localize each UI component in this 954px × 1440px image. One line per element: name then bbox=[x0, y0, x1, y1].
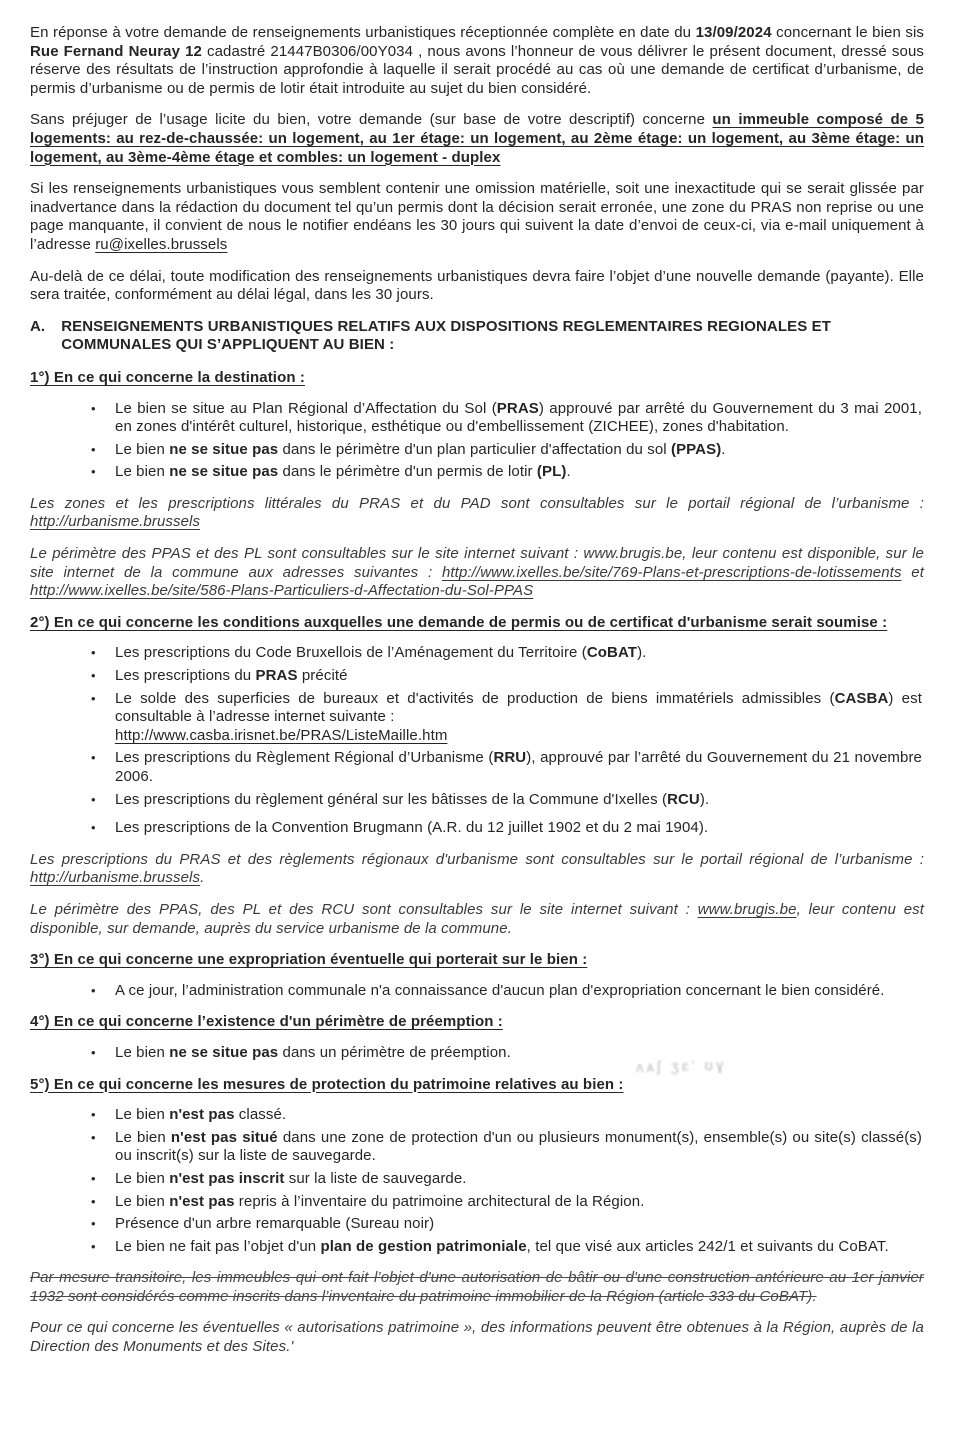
heading-4-preemption bbox=[30, 1013, 924, 1032]
text-run: Le périmètre des PPAS, des PL et des RCU sont consultables sur le site internet suivant : bbox=[30, 900, 698, 918]
text-run: . bbox=[721, 440, 726, 458]
text-run: Les prescriptions de la Convention Brugmann (A.R. du 12 juillet 1902 et du 2 mai 1904). bbox=[115, 819, 709, 837]
text-run: et bbox=[901, 563, 924, 581]
text-run: n'est pas inscrit bbox=[169, 1169, 285, 1187]
text-run: ). bbox=[699, 790, 710, 808]
text-run: CASBA bbox=[834, 689, 889, 707]
text-run: 2°) En ce qui concerne les conditions auxquelles une demande de permis ou de certificat d'urbanisme serait soumise : bbox=[30, 613, 888, 631]
list-expropriation bbox=[30, 982, 924, 1001]
text-run: Présence d'un arbre remarquable (Sureau noir) bbox=[115, 1215, 435, 1233]
text-run: n'est pas bbox=[169, 1192, 235, 1210]
paragraph-delai bbox=[30, 268, 924, 305]
heading-1-destination bbox=[30, 369, 924, 388]
section-a-marker: A. bbox=[30, 317, 46, 335]
text-run: ne se situe pas bbox=[169, 463, 279, 481]
text-run: 3°) En ce qui concerne une expropriation éventuelle qui porterait sur le bien : bbox=[30, 951, 588, 969]
list-item bbox=[86, 690, 922, 746]
text-run: Si les renseignements urbanistiques vous semblent contenir une omission matérielle, soit une inexactitude qui se serait glissée par inadvertance dans la rédaction du document tel qu’un permis dont la décision serait erronée, une zone du PRAS non reprise ou une page manquante, il convient de nous le notifier endéans les 30 jours qui suivent la date d’envoi de ceux-ci, via e-mail uniquement à l’adresse bbox=[30, 180, 924, 253]
paragraph-demande-immeuble bbox=[30, 111, 924, 167]
text-run: 5°) En ce qui concerne les mesures de protection du patrimoine relatives au bien : bbox=[30, 1075, 624, 1093]
text-run: 4°) En ce qui concerne l’existence d'un périmètre de préemption : bbox=[30, 1013, 503, 1031]
text-run: Rue Fernand Neuray 12 bbox=[30, 42, 202, 60]
link-text: http://urbanisme.brussels bbox=[30, 869, 201, 887]
text-run: PRAS bbox=[255, 667, 298, 685]
text-run: précité bbox=[297, 667, 348, 685]
list-item bbox=[86, 819, 922, 838]
note-prescriptions-pras bbox=[30, 851, 924, 888]
link-text: http://www.casba.irisnet.be/PRAS/ListeMaille.htm bbox=[115, 726, 448, 744]
text-run: un immeuble composé de 5 logements: au rez-de-chaussée: un logement, au 1er étage: un logement, au 2ème étage: un logement, au 3ème étage: un logement, au 3ème-4ème étage et combles: un logement - duplex bbox=[30, 111, 924, 166]
list-item bbox=[86, 1193, 922, 1212]
paragraph-autorisations-patrimoine bbox=[30, 1319, 924, 1356]
link-text: ru@ixelles.brussels bbox=[95, 235, 228, 253]
note-perimetre-ppas-rcu bbox=[30, 901, 924, 938]
text-run: Le bien bbox=[115, 1043, 170, 1061]
text-run: ). bbox=[637, 644, 647, 662]
faint-stamp-marks: ʌᴀʃ ʒɛ' ʊɣ bbox=[635, 1056, 727, 1077]
list-item bbox=[86, 982, 922, 1001]
text-run: RRU bbox=[493, 749, 527, 767]
list-item bbox=[86, 441, 922, 460]
text-run: Les prescriptions du Règlement Régional d’Urbanisme ( bbox=[115, 749, 494, 767]
text-run: Le bien bbox=[115, 1192, 170, 1210]
link-text: http://www.ixelles.be/site/769-Plans-et-prescriptions-de-lotissements bbox=[441, 563, 902, 581]
text-run: Pour ce qui concerne les éventuelles « autorisations patrimoine », des informations peuvent être obtenues à la Région, auprès de la Direction des Monuments et des Sites.' bbox=[30, 1319, 924, 1356]
list-item bbox=[86, 1129, 922, 1166]
text-run: 13/09/2024 bbox=[695, 24, 772, 41]
text-run: Le bien se situe au Plan Régional d’Affectation du Sol ( bbox=[115, 399, 497, 417]
text-run: dans le périmètre d'un permis de lotir bbox=[278, 463, 537, 481]
text-run: . bbox=[566, 463, 571, 481]
text-run: dans une zone de protection d'un ou plusieurs monument(s), ensemble(s) ou site(s) classé(s) ou inscrit(s) sur la liste de sauvegarde. bbox=[115, 1128, 922, 1165]
text-run: PRAS bbox=[496, 399, 539, 417]
text-run: A ce jour, l’administration communale n'a connaissance d'aucun plan d'expropriation concernant le bien considéré. bbox=[115, 981, 885, 999]
text-run: Le bien bbox=[115, 440, 170, 458]
text-run: ), approuvé par l’arrêté du Gouvernement du 21 novembre 2006. bbox=[115, 749, 923, 785]
link-text: http://www.ixelles.be/site/586-Plans-Particuliers-d-Affectation-du-Sol-PPAS bbox=[30, 582, 534, 600]
note-ppas-pl bbox=[30, 545, 924, 601]
link-text: www.brugis.be bbox=[697, 900, 797, 918]
list-conditions bbox=[30, 644, 924, 837]
list-patrimoine bbox=[30, 1106, 924, 1256]
text-run: En réponse à votre demande de renseignements urbanistiques réceptionnée complète en date du bbox=[30, 24, 696, 41]
text-run: Les prescriptions du bbox=[115, 667, 256, 685]
section-a-title bbox=[61, 318, 921, 355]
list-preemption bbox=[30, 1044, 924, 1063]
text-run: Le bien ne fait pas l’objet d'un bbox=[115, 1237, 321, 1255]
text-run: sur la liste de sauvegarde. bbox=[284, 1169, 467, 1187]
list-item bbox=[86, 667, 922, 686]
text-run: dans un périmètre de préemption. bbox=[278, 1043, 511, 1061]
text-run: Le bien bbox=[115, 1106, 170, 1124]
heading-2-conditions bbox=[30, 614, 916, 633]
text-run: ne se situe pas bbox=[169, 440, 279, 458]
text-run: Le périmètre des PPAS et des PL sont consultables sur le site internet suivant : www.brugis.be, leur contenu est disponible, sur le site internet de la commune aux adresses suivantes : bbox=[30, 545, 924, 581]
text-run: dans le périmètre d'un plan particulier d'affectation du sol bbox=[278, 440, 671, 458]
text-run: , tel que visé aux articles 242/1 et suivants du CoBAT. bbox=[526, 1237, 889, 1255]
section-a-heading bbox=[30, 318, 924, 355]
text-run: n'est pas bbox=[169, 1106, 235, 1124]
list-item bbox=[86, 1170, 922, 1189]
text-run: . bbox=[200, 869, 205, 887]
text-run: Au-delà de ce délai, toute modification des renseignements urbanistiques devra faire l’objet d’une nouvelle demande (payante). Elle sera traitée, conformément au délai légal, dans les 30 jours. bbox=[30, 267, 924, 304]
text-run: Le solde des superficies de bureaux et d'activités de production de biens immatériels admissibles ( bbox=[115, 689, 835, 707]
text-run: Les prescriptions du PRAS et des règlements régionaux d'urbanisme sont consultables sur le portail régional de l’urbanisme : bbox=[30, 850, 924, 868]
list-item bbox=[86, 644, 922, 663]
text-run: cadastré 21447B0306/00Y034 , nous avons l’honneur de vous délivrer le présent document, dressé sous réserve des résultats de l’instruction approfondie à laquelle il serait procédé au cas où une demande de certificat d’urbanisme, de permis d’urbanisme ou de permis de lotir était introduite au sujet du bien considéré. bbox=[30, 42, 924, 97]
paragraph-transitoire-barre bbox=[30, 1269, 924, 1306]
heading-3-expropriation bbox=[30, 951, 924, 970]
text-run: ) approuvé par arrêté du Gouvernement du 3 mai 2001, en zones d'intérêt culturel, historique, esthétique ou d'embellissement (ZICHEE), zones d'habitation. bbox=[115, 399, 922, 436]
text-run: Le bien bbox=[115, 1169, 170, 1187]
text-run: Par mesure transitoire, les immeubles qui ont fait l’objet d'une autorisation de bâtir ou d'une construction antérieure au 1er janvier 1932 sont considérés comme inscrits dans l’inventaire du patrimoine immobilier de la Région (article 333 du CoBAT). bbox=[30, 1269, 924, 1305]
list-item bbox=[86, 1044, 922, 1063]
note-pras-pad bbox=[30, 495, 924, 532]
heading-5-patrimoine bbox=[30, 1076, 924, 1095]
text-run: RCU bbox=[667, 790, 700, 808]
text-run: ) est consultable à l’adresse internet suivante : bbox=[115, 689, 922, 726]
text-run: Les prescriptions du Code Bruxellois de l’Aménagement du Territoire ( bbox=[115, 644, 587, 662]
text-run: Le bien bbox=[115, 1128, 171, 1146]
list-item bbox=[86, 400, 922, 437]
paragraph-intro bbox=[30, 24, 924, 98]
list-destination bbox=[30, 400, 924, 482]
text-run: CoBAT bbox=[586, 644, 638, 662]
text-run: ne se situe pas bbox=[169, 1043, 279, 1061]
paragraph-omission bbox=[30, 180, 924, 254]
text-run: repris à l’inventaire du patrimoine architectural de la Région. bbox=[234, 1192, 645, 1210]
text-run: Le bien bbox=[115, 463, 170, 481]
list-item bbox=[86, 749, 922, 786]
link-text: http://urbanisme.brussels bbox=[30, 513, 201, 531]
text-run: (PL) bbox=[536, 463, 567, 481]
list-item bbox=[86, 791, 922, 810]
text-run: concernant le bien sis bbox=[771, 24, 924, 41]
text-run: n'est pas situé bbox=[170, 1128, 278, 1146]
text-run: Les prescriptions du règlement général sur les bâtisses de la Commune d'Ixelles ( bbox=[115, 790, 668, 808]
text-run: classé. bbox=[234, 1106, 287, 1124]
text-run: Sans préjuger de l’usage licite du bien, votre demande (sur base de votre descriptif) concerne bbox=[30, 111, 713, 129]
list-item bbox=[86, 463, 922, 482]
text-run: 1°) En ce qui concerne la destination : bbox=[30, 368, 305, 386]
text-run: Les zones et les prescriptions littérales du PRAS et du PAD sont consultables sur le portail régional de l’urbanisme : bbox=[30, 494, 924, 512]
list-item bbox=[86, 1215, 922, 1234]
list-item bbox=[86, 1238, 922, 1257]
text-run: , leur contenu est disponible, sur demande, auprès du service urbanisme de la commune. bbox=[30, 900, 925, 937]
text-run: plan de gestion patrimoniale bbox=[320, 1237, 527, 1255]
list-item bbox=[86, 1106, 922, 1125]
text-run: RENSEIGNEMENTS URBANISTIQUES RELATIFS AUX DISPOSITIONS REGLEMENTAIRES REGIONALES ET COMMUNALES QUI S’APPLIQUENT AU BIEN : bbox=[61, 317, 831, 354]
text-run: (PPAS) bbox=[670, 440, 722, 458]
